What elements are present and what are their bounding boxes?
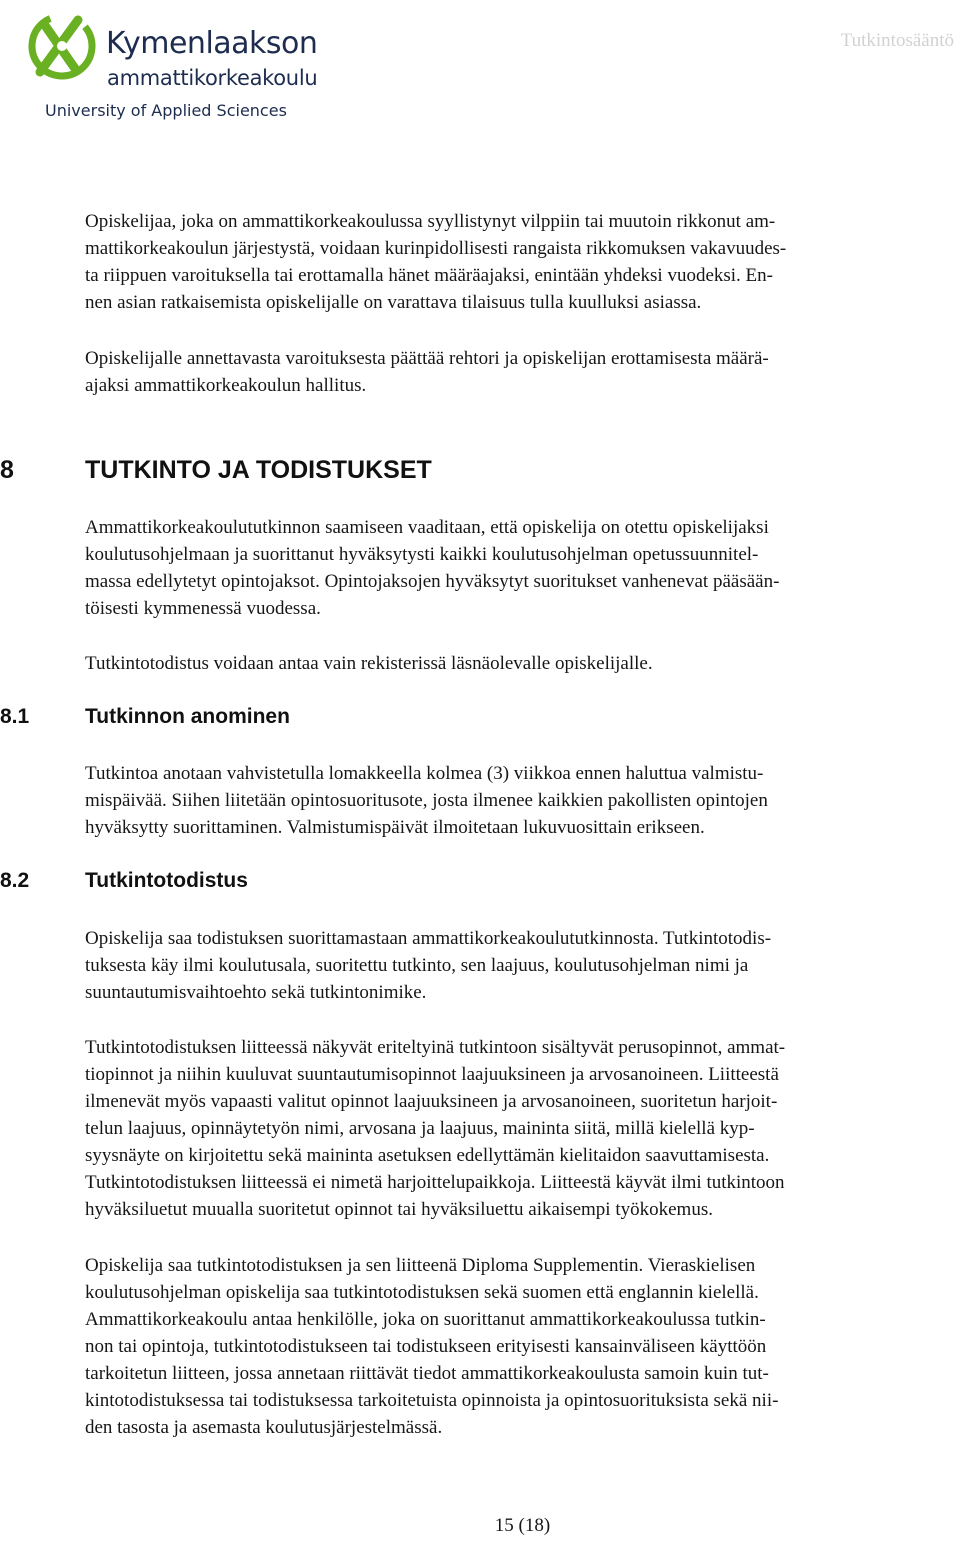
logo-name-line2: ammattikorkeakoulu xyxy=(107,66,318,90)
document-label: Tutkintosääntö xyxy=(840,30,954,51)
text-line: Tutkintotodistus voidaan antaa vain rekisterissä läsnäolevalle opiskelijalle. xyxy=(85,653,653,674)
text-line: mispäivää. Siihen liitetään opintosuoritusote, josta ilmenee kaikkien pakollisten opintojen xyxy=(85,790,768,811)
text-line: telun laajuus, opinnäytetyön nimi, arvosana ja laajuus, maininta siitä, millä kielellä kyp- xyxy=(85,1118,755,1139)
text-line: hyväksiluetut muualla suoritetut opinnot tai hyväksiluettu aikaisempi työkokemus. xyxy=(85,1199,713,1220)
text-line: ta riippuen varoituksella tai erottamalla hänet määräajaksi, enintään yhdeksi vuodeksi. En- xyxy=(85,265,773,286)
text-line: ilmenevät myös vapaasti valitut opinnot laajuuksineen ja arvosanoineen, suoritetun harjoit- xyxy=(85,1091,778,1112)
section-number: 8 xyxy=(0,456,14,484)
section-8-2-paragraph-3 xyxy=(85,1252,960,1441)
section-8-1-heading xyxy=(0,705,290,729)
text-line: tiopinnot ja niihin kuuluvat suuntautumisopinnot laajuuksineen ja arvosanoineen. Liitteestä xyxy=(85,1064,779,1085)
section-8-2-heading xyxy=(0,869,248,893)
text-line: tarkoitetun liitteen, jossa annetaan riittävät tiedot ammattikorkeakoulusta samoin kuin tut- xyxy=(85,1363,769,1384)
text-line: suuntautumisvaihtoehto sekä tutkintonimike. xyxy=(85,982,427,1003)
text-line: Tutkintotodistuksen liitteessä ei nimetä harjoittelupaikkoja. Liitteestä käyvät ilmi tutkintoon xyxy=(85,1172,785,1193)
section-8-1-paragraph-1 xyxy=(85,760,960,841)
text-line: Ammattikorkeakoulu antaa henkilölle, joka on suorittanut ammattikorkeakoulussa tutkin- xyxy=(85,1309,766,1330)
text-line: ajaksi ammattikorkeakoulun hallitus. xyxy=(85,375,367,396)
logo-name-line3: University of Applied Sciences xyxy=(45,101,287,120)
section-title: TUTKINTO JA TODISTUKSET xyxy=(85,456,432,484)
section-8-heading xyxy=(0,456,432,485)
text-line: tuksesta käy ilmi koulutusala, suoritettu tutkinto, sen laajuus, koulutusohjelman nimi ja xyxy=(85,955,749,976)
section-8-paragraph-2 xyxy=(85,650,960,677)
page-number: 15 (18) xyxy=(494,1515,551,1536)
text-line: koulutusohjelman opiskelija saa tutkintotodistuksen sekä suomen että englannin kielellä. xyxy=(85,1282,759,1303)
section-8-2-paragraph-1 xyxy=(85,925,960,1006)
text-line: Opiskelija saa todistuksen suorittamastaan ammattikorkeakoulututkinnosta. Tutkintotodis- xyxy=(85,928,772,949)
section-number: 8.2 xyxy=(0,869,30,892)
text-line: koulutusohjelmaan ja suorittanut hyväksytysti kaikki koulutusohjelman opetussuunnitel- xyxy=(85,544,759,565)
text-line: den tasosta ja asemasta koulutusjärjestelmässä. xyxy=(85,1417,443,1438)
text-line: massa edellytetyt opintojaksot. Opintojaksojen hyväksytyt suoritukset vanhenevat pääsään- xyxy=(85,571,780,592)
text-line: syysnäyte on kirjoitettu sekä maininta asetuksen edellyttämän kielitaidon saavuttamisesta. xyxy=(85,1145,770,1166)
text-line: mattikorkeakoulun järjestystä, voidaan kurinpidollisesti rangaista rikkomuksen vakavuudes- xyxy=(85,238,787,259)
section-8-2-paragraph-2 xyxy=(85,1034,960,1223)
section-8-paragraph-1 xyxy=(85,514,960,622)
institution-logo xyxy=(26,12,318,120)
text-line: Ammattikorkeakoulututkinnon saamiseen vaaditaan, että opiskelija on otettu opiskelijaksi xyxy=(85,517,769,538)
logo-mark-icon xyxy=(26,12,96,92)
text-line: töisesti kymmenessä vuodessa. xyxy=(85,598,321,619)
section-title: Tutkinnon anominen xyxy=(85,705,290,728)
text-line: Opiskelija saa tutkintotodistuksen ja sen liitteenä Diploma Supplementin. Vieraskielisen xyxy=(85,1255,756,1276)
text-line: nen asian ratkaisemista opiskelijalle on varattava tilaisuus tulla kuulluksi asiassa. xyxy=(85,292,702,313)
logo-name-line1: Kymenlaakson xyxy=(106,26,318,61)
section-number: 8.1 xyxy=(0,705,30,728)
intro-paragraph-2 xyxy=(85,345,960,399)
text-line: non tai opintoja, tutkintotodistukseen tai todistukseen erityisesti kansainväliseen käyttöön xyxy=(85,1336,767,1357)
section-title: Tutkintotodistus xyxy=(85,869,248,892)
text-line: kintotodistuksessa tai todistuksessa tarkoitetuista opinnoista ja opintosuorituksista sekä nii- xyxy=(85,1390,779,1411)
text-line: Opiskelijalle annettavasta varoituksesta päättää rehtori ja opiskelijan erottamisesta määrä- xyxy=(85,348,769,369)
text-line: hyväksytty suorittaminen. Valmistumispäivät ilmoitetaan lukuvuosittain erikseen. xyxy=(85,817,705,838)
text-line: Tutkintotodistuksen liitteessä näkyvät eriteltyinä tutkintoon sisältyvät perusopinnot, ammat- xyxy=(85,1037,786,1058)
text-line: Tutkintoa anotaan vahvistetulla lomakkeella kolmea (3) viikkoa ennen haluttua valmistu- xyxy=(85,763,764,784)
text-line: Opiskelijaa, joka on ammattikorkeakoulussa syyllistynyt vilppiin tai muutoin rikkonut am- xyxy=(85,211,776,232)
intro-paragraph-1 xyxy=(85,208,960,316)
